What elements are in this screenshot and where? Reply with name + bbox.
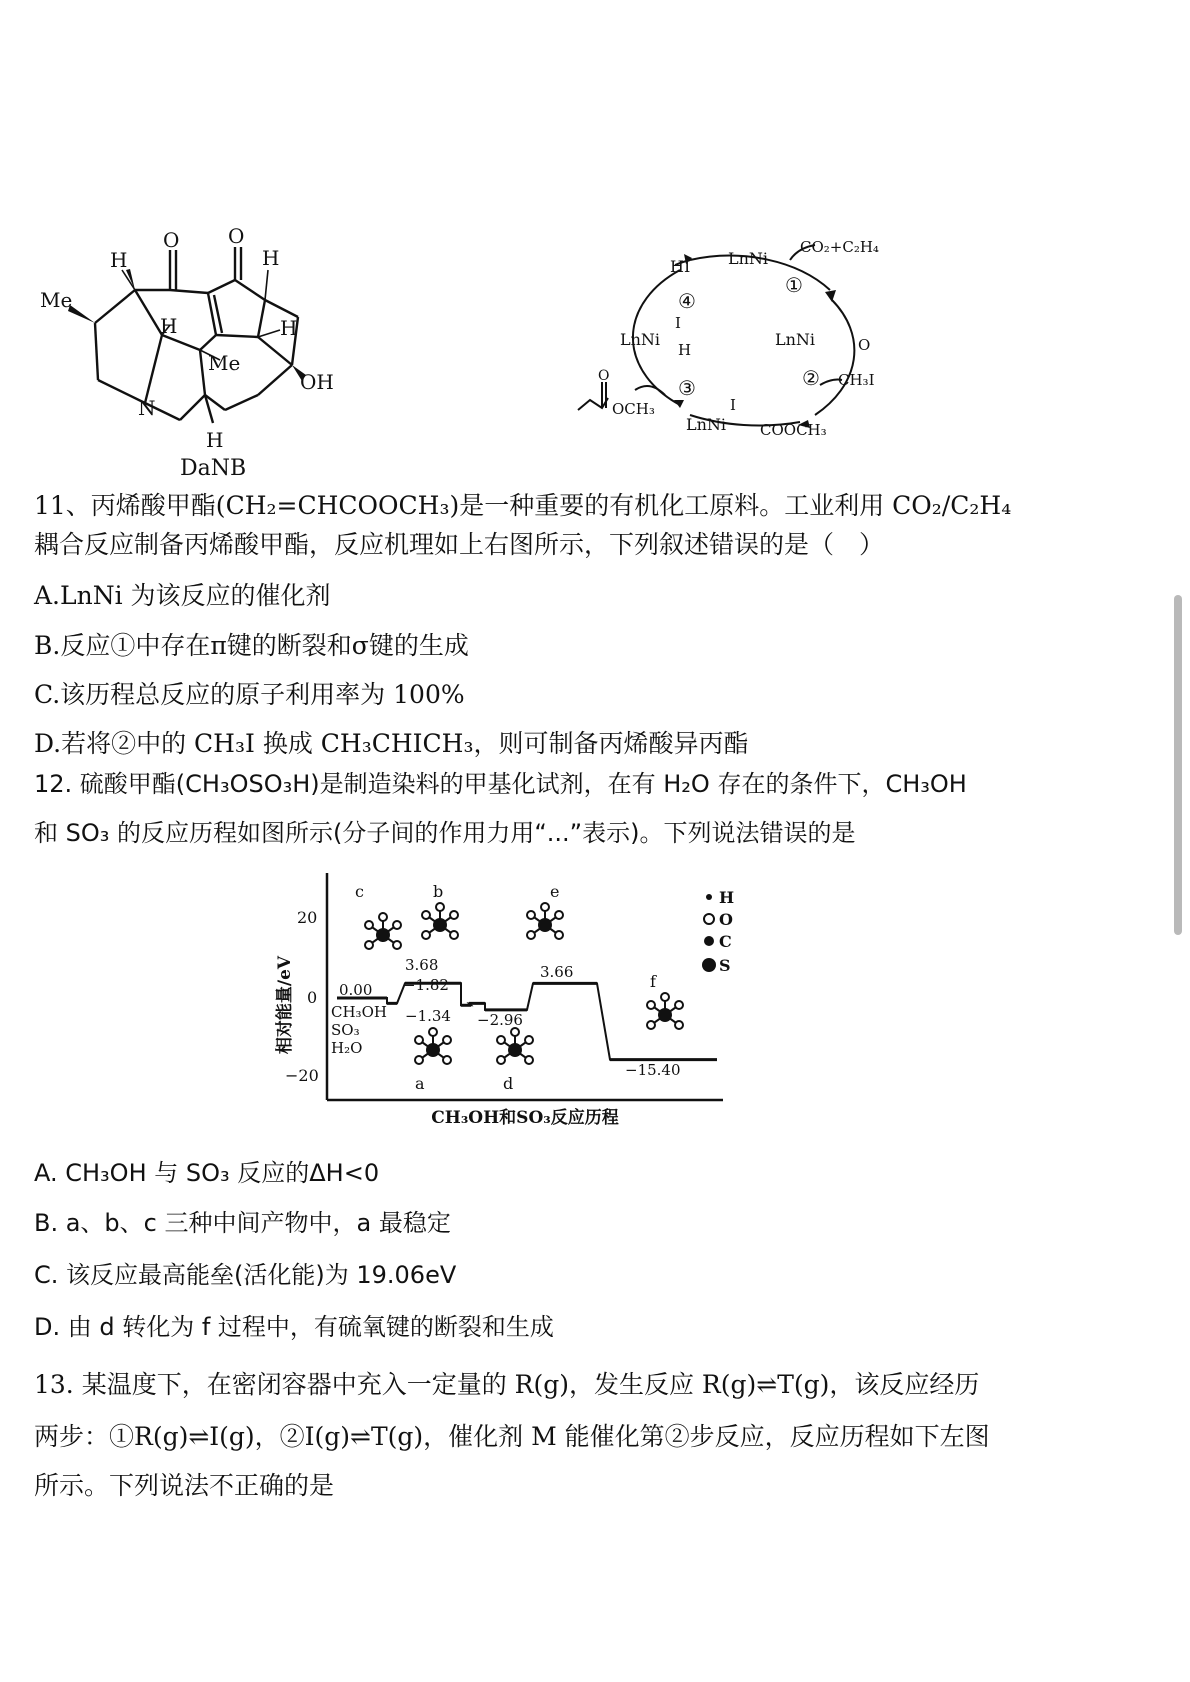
chart-intermediate-e: e — [550, 882, 560, 901]
q11-stem-line-1: 11、丙烯酸甲酯(CH₂=CHCOOCH₃)是一种重要的有机化工原料。工业利用 CO₂/C₂H₄ — [34, 491, 1012, 520]
danb-atom-oh: OH — [300, 370, 334, 394]
q11-stem-line-2: 耦合反应制备丙烯酸甲酯，反应机理如上右图所示，下列叙述错误的是（ ） — [34, 530, 885, 559]
chart-reactant-h2o: H₂O — [331, 1039, 363, 1057]
legend-s-marker — [702, 958, 716, 972]
chart-x-axis-label: CH₃OH和SO₃反应历程 — [431, 1108, 619, 1128]
danb-atom-o: O — [163, 228, 180, 252]
chart-y-tick-0: 0 — [307, 988, 318, 1007]
q12-option-a: A. CH₃OH 与 SO₃ 反应的ΔH<0 — [34, 1159, 380, 1187]
cycle-species-och3: OCH₃ — [612, 400, 655, 418]
danb-atom-h: H — [280, 316, 298, 340]
cycle-step-1: ① — [785, 273, 803, 297]
cycle-step-3: ③ — [678, 376, 696, 400]
catalytic-cycle-figure — [570, 230, 890, 450]
legend-o-marker — [704, 914, 714, 924]
legend-h-marker — [706, 894, 712, 900]
molecule-structure-icon — [365, 913, 401, 949]
chart-intermediate-f: f — [650, 972, 656, 991]
legend-h: H — [719, 888, 735, 907]
chart-value-label-3.66: 3.66 — [540, 963, 574, 981]
legend-c: C — [719, 932, 732, 951]
cycle-species-lnni-right: LnNi — [775, 330, 816, 349]
q11-option-a: A.LnNi 为该反应的催化剂 — [34, 581, 331, 610]
molecule-structure-icon — [422, 903, 458, 939]
q12-option-b: B. a、b、c 三种中间产物中，a 最稳定 — [34, 1209, 451, 1237]
q12-stem-line-2: 和 SO₃ 的反应历程如图所示(分子间的作用力用“...”表示)。下列说法错误的是 — [34, 819, 856, 847]
cycle-species-o-ring: O — [858, 336, 871, 354]
danb-atom-h: H — [206, 428, 224, 452]
danb-atom-me: Me — [208, 351, 241, 375]
chart-intermediate-c: c — [355, 882, 364, 901]
danb-atom-o: O — [228, 225, 245, 248]
danb-atom-h: H — [110, 248, 128, 272]
q13-stem-line-3: 所示。下列说法不正确的是 — [34, 1471, 335, 1500]
legend-c-marker — [704, 936, 714, 946]
q12-stem-line-1: 12. 硫酸甲酯(CH₃OSO₃H)是制造染料的甲基化试剂，在有 H₂O 存在的条件下，CH₃OH — [34, 770, 967, 798]
chart-intermediate-d: d — [503, 1074, 514, 1093]
cycle-step-2: ② — [802, 366, 820, 390]
chart-intermediate-a: a — [415, 1074, 425, 1093]
chart-reactant-so3: SO₃ — [331, 1021, 360, 1039]
cycle-species-lnni-top: LnNi — [728, 249, 769, 268]
chart-value-label-3.68: 3.68 — [405, 956, 439, 974]
danb-atom-h: H — [160, 314, 178, 338]
energy-profile-svg — [265, 865, 755, 1135]
cycle-species-i-left: I — [675, 314, 681, 332]
cycle-species-i-bottom: I — [730, 396, 736, 414]
catalytic-cycle-svg — [570, 230, 890, 450]
molecule-structure-icon — [527, 903, 563, 939]
chart-intermediate-b: b — [433, 882, 444, 901]
q11-option-b: B.反应①中存在π键的断裂和σ键的生成 — [34, 631, 469, 660]
cycle-step-4: ④ — [678, 289, 696, 313]
danb-structure-figure — [30, 225, 360, 485]
chart-reactant-ch3oh: CH₃OH — [331, 1003, 387, 1021]
cycle-species-o-acrylate: O — [598, 368, 610, 384]
chart-value-label-minus-2.96: −2.96 — [477, 1011, 523, 1029]
q11-option-c: C.该历程总反应的原子利用率为 100% — [34, 680, 465, 709]
danb-structure-svg — [30, 225, 360, 485]
cycle-species-lnni-left: LnNi — [620, 330, 661, 349]
legend-s: S — [719, 956, 731, 975]
energy-profile-chart — [265, 865, 755, 1135]
q13-stem-line-1: 13. 某温度下，在密闭容器中充入一定量的 R(g)，发生反应 R(g)⇌T(g)，该反应经历 — [34, 1370, 980, 1399]
chart-value-label-0.00: 0.00 — [339, 981, 373, 999]
chart-y-axis-label: 相对能量/eV — [275, 955, 295, 1055]
danb-atom-h: H — [262, 246, 280, 270]
chart-y-tick-minus-20: −20 — [285, 1066, 319, 1085]
legend-o: O — [719, 910, 733, 929]
energy-profile-line — [337, 983, 717, 1059]
vertical-scrollbar[interactable] — [1174, 595, 1182, 935]
cycle-species-cooch3: COOCH₃ — [760, 421, 827, 439]
danb-name-label: DaNB — [180, 456, 247, 481]
cycle-species-hi: HI — [670, 257, 691, 276]
chart-value-label-minus-1.82: −1.82 — [403, 976, 449, 994]
chart-value-label-minus-15.40: −15.40 — [625, 1061, 681, 1079]
cycle-species-co2-c2h4: CO₂+C₂H₄ — [800, 238, 879, 256]
molecule-structure-icon — [647, 993, 683, 1029]
cycle-species-ch3i: CH₃I — [838, 371, 875, 389]
molecule-structure-icon — [415, 1028, 451, 1064]
chart-value-label-minus-1.34: −1.34 — [405, 1007, 451, 1025]
danb-atom-n: N — [138, 396, 156, 420]
cycle-species-h-left: H — [678, 341, 692, 359]
molecule-structure-icon — [497, 1028, 533, 1064]
danb-atom-me: Me — [40, 288, 73, 312]
q13-stem-line-2: 两步：①R(g)⇌I(g)，②I(g)⇌T(g)，催化剂 M 能催化第②步反应，反应历程如下左图 — [34, 1422, 990, 1451]
q12-option-c: C. 该反应最高能垒(活化能)为 19.06eV — [34, 1261, 457, 1289]
cycle-species-lnni-bottom: LnNi — [686, 415, 727, 434]
q12-option-d: D. 由 d 转化为 f 过程中，有硫氧键的断裂和生成 — [34, 1313, 554, 1341]
q11-option-d: D.若将②中的 CH₃I 换成 CH₃CHICH₃，则可制备丙烯酸异丙酯 — [34, 729, 749, 758]
chart-y-tick-20: 20 — [297, 908, 318, 927]
